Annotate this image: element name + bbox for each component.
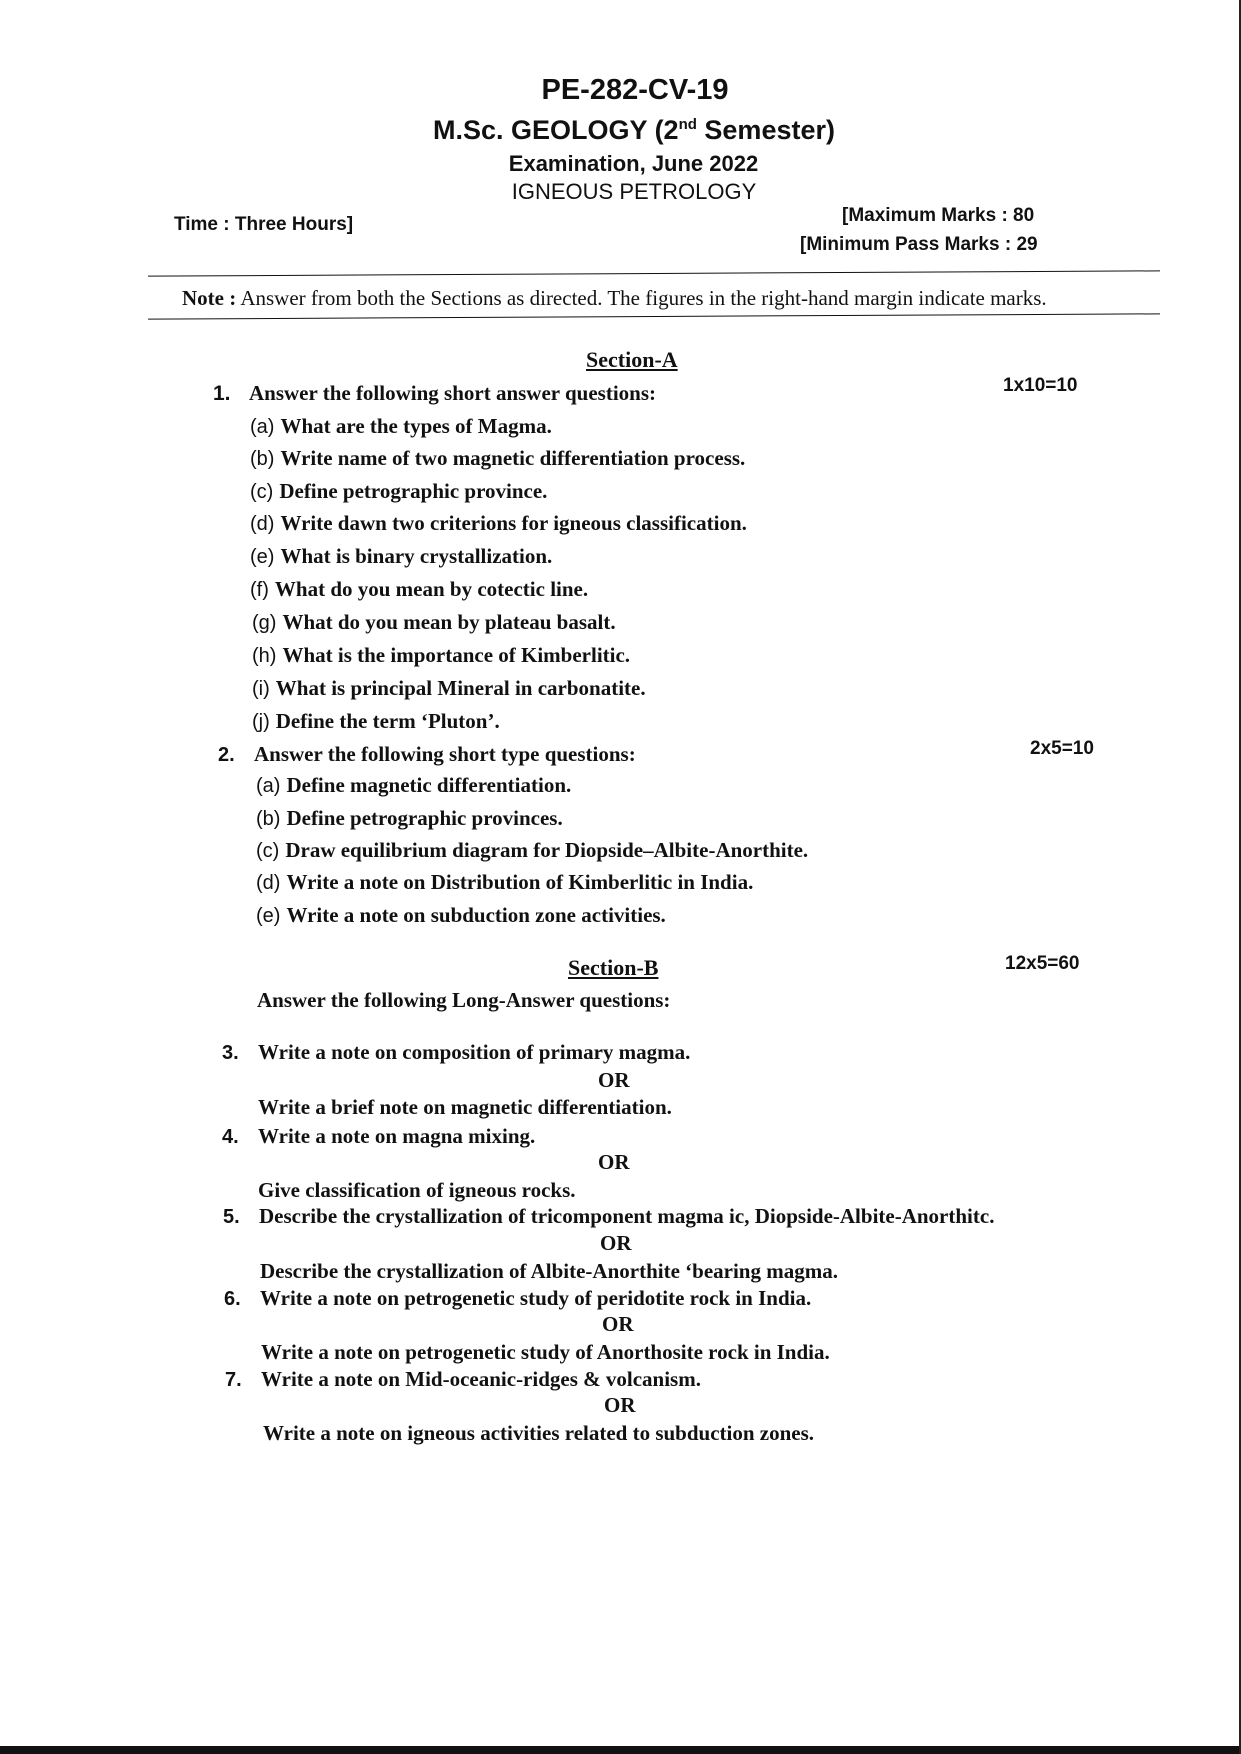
q1-item-e <box>250 544 552 569</box>
q1-item-text: Write name of two magnetic differentiation process. <box>280 446 746 470</box>
q1-item-text: What do you mean by plateau basalt. <box>282 610 616 634</box>
section-b-marks: 12x5=60 <box>1005 953 1080 974</box>
exam-title: Examination, June 2022 <box>508 151 759 176</box>
question-3-number: 3. <box>222 1042 239 1064</box>
q1-item-text: Define petrographic province. <box>279 479 548 503</box>
q1-item-label: (d) <box>250 513 275 535</box>
section-b-title: Section-B <box>568 955 659 980</box>
q1-item-text: What are the types of Magma. <box>280 414 552 438</box>
question-6-alternative: Write a note on petrogenetic study of Anorthosite rock in India. <box>261 1340 830 1364</box>
q2-item-label: (a) <box>256 775 281 797</box>
q1-item-text: What is binary crystallization. <box>280 544 553 568</box>
question-7-number: 7. <box>225 1369 242 1391</box>
question-5-alternative: Describe the crystallization of Albite-Anorthite ‘bearing magma. <box>260 1259 838 1283</box>
q2-item-text: Write a note on subduction zone activities. <box>286 903 666 927</box>
q1-item-d <box>250 511 747 536</box>
q2-item-text: Write a note on Distribution of Kimberlitic in India. <box>286 870 754 894</box>
time-allowed: Time : Three Hours] <box>174 214 354 235</box>
q1-item-label: (i) <box>252 678 270 700</box>
q1-item-text: What is principal Mineral in carbonatite. <box>275 676 646 700</box>
question-1-text: Answer the following short answer questions: <box>249 381 656 405</box>
q1-item-label: (b) <box>250 448 275 470</box>
question-4-number: 4. <box>222 1126 239 1148</box>
question-2-number: 2. <box>218 744 235 766</box>
q2-item-text: Define petrographic provinces. <box>286 806 563 830</box>
q1-item-f <box>250 577 588 602</box>
question-7 <box>225 1367 701 1392</box>
bottom-rule <box>148 313 1160 319</box>
q1-item-a <box>250 414 552 439</box>
q2-item-text: Define magnetic differentiation. <box>286 773 572 797</box>
q1-item-label: (c) <box>250 481 274 503</box>
question-5-number: 5. <box>223 1206 240 1228</box>
question-3-or: OR <box>598 1068 630 1092</box>
question-2 <box>218 742 636 767</box>
question-5-or: OR <box>600 1231 632 1255</box>
question-1 <box>213 381 656 406</box>
q1-item-label: (j) <box>252 711 270 733</box>
q1-item-h <box>252 643 630 668</box>
q2-item-label: (e) <box>256 905 281 927</box>
note-text <box>182 286 1047 311</box>
note-body: Answer from both the Sections as directed. The figures in the right-hand margin indicate marks. <box>236 286 1047 310</box>
question-6-number: 6. <box>224 1288 241 1310</box>
question-4-text: Write a note on magna mixing. <box>258 1124 536 1148</box>
question-2-text: Answer the following short type questions: <box>254 742 636 766</box>
question-1-number: 1. <box>213 382 231 405</box>
q1-item-label: (e) <box>250 546 275 568</box>
subject-title: IGNEOUS PETROLOGY <box>511 179 757 204</box>
q1-item-text: Write dawn two criterions for igneous classification. <box>280 511 747 535</box>
q2-item-text: Draw equilibrium diagram for Diopside–Albite-Anorthite. <box>285 838 809 862</box>
minimum-pass-marks: [Minimum Pass Marks : 29 <box>800 234 1038 255</box>
section-b-instruction: Answer the following Long-Answer questions: <box>257 988 671 1012</box>
question-7-alternative: Write a note on igneous activities related to subduction zones. <box>263 1421 815 1445</box>
q1-item-j <box>252 709 500 734</box>
q1-item-label: (h) <box>252 645 277 667</box>
q1-item-g <box>252 610 616 635</box>
q2-item-b <box>256 806 563 831</box>
question-4-alternative: Give classification of igneous rocks. <box>258 1178 576 1202</box>
question-6-text: Write a note on petrogenetic study of peridotite rock in India. <box>260 1286 812 1310</box>
programme-prefix: M.Sc. GEOLOGY (2 <box>433 115 679 145</box>
section-a-title: Section-A <box>586 347 678 372</box>
maximum-marks: [Maximum Marks : 80 <box>842 205 1035 226</box>
top-rule <box>148 270 1160 276</box>
question-7-text: Write a note on Mid-oceanic-ridges & volcanism. <box>261 1367 701 1391</box>
q2-item-d <box>256 870 753 895</box>
q1-item-text: What is the importance of Kimberlitic. <box>282 643 631 667</box>
question-3-alternative: Write a brief note on magnetic differentiation. <box>258 1095 672 1119</box>
note-label: Note : <box>182 286 237 310</box>
question-6-or: OR <box>602 1312 634 1336</box>
question-4 <box>222 1124 535 1149</box>
q2-item-e <box>256 903 666 928</box>
q1-item-label: (f) <box>250 579 269 601</box>
question-6 <box>224 1286 811 1311</box>
q1-item-label: (g) <box>252 612 277 634</box>
q1-item-text: Define the term ‘Pluton’. <box>275 709 500 733</box>
q1-item-c <box>250 479 547 504</box>
question-3 <box>222 1040 690 1065</box>
programme-superscript: nd <box>678 116 697 133</box>
question-2-marks: 2x5=10 <box>1030 738 1094 759</box>
question-5 <box>223 1204 994 1229</box>
question-4-or: OR <box>598 1150 630 1174</box>
q2-item-a <box>256 773 571 798</box>
q2-item-c <box>256 838 808 863</box>
question-3-text: Write a note on composition of primary magma. <box>258 1040 691 1064</box>
programme-suffix: Semester) <box>696 115 835 145</box>
q1-item-b <box>250 446 745 471</box>
question-1-marks: 1x10=10 <box>1003 375 1078 396</box>
programme-title <box>0 115 1241 146</box>
question-7-or: OR <box>604 1393 636 1417</box>
q2-item-label: (b) <box>256 808 281 830</box>
q2-item-label: (d) <box>256 872 281 894</box>
q2-item-label: (c) <box>256 840 280 862</box>
q1-item-text: What do you mean by cotectic line. <box>274 577 589 601</box>
question-5-text: Describe the crystallization of tricomponent magma ic, Diopside-Albite-Anorthitc. <box>259 1204 995 1228</box>
q1-item-i <box>252 676 646 701</box>
q1-item-label: (a) <box>250 416 275 438</box>
scan-bottom-edge <box>0 1746 1241 1754</box>
paper-code: PE-282-CV-19 <box>541 74 729 106</box>
